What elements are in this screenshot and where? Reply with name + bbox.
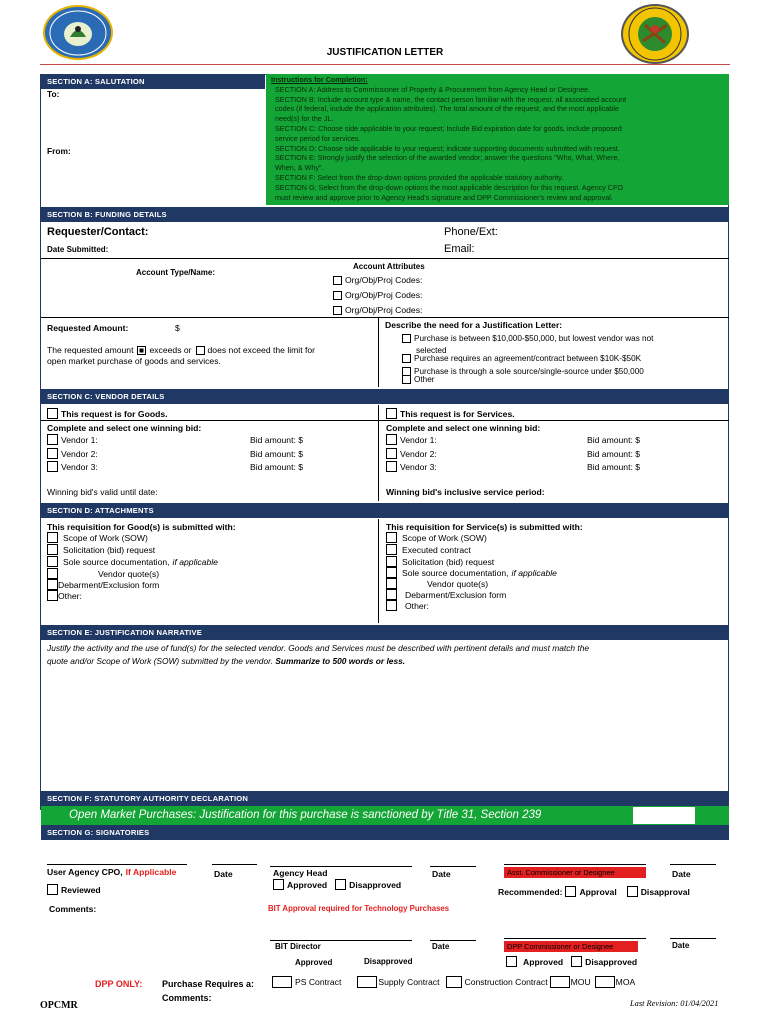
services-complete-label: Complete and select one winning bid: — [386, 423, 541, 433]
vendor-checkbox[interactable] — [386, 434, 397, 445]
attach-checkbox[interactable] — [47, 590, 58, 601]
date-submitted-label: Date Submitted: — [47, 245, 109, 254]
instruction-line: When, & Why". — [275, 163, 324, 173]
vendor-checkbox[interactable] — [386, 448, 397, 459]
need-checkbox[interactable] — [402, 375, 411, 384]
services-vendor-row[interactable]: Vendor 3: — [386, 461, 437, 472]
goods-option[interactable]: This request is for Goods. — [47, 408, 167, 419]
dpp-commissioner-label: DPP Commissioner or Designee — [504, 941, 638, 952]
goods-vendor-row[interactable]: Vendor 2: — [47, 448, 98, 459]
goods-valid-label: Winning bid's valid until date: — [47, 487, 158, 497]
signature-line — [212, 864, 257, 865]
approval-checkbox[interactable] — [565, 886, 576, 897]
limit-text: open market purchase of goods and services. — [47, 356, 221, 366]
bit-required-label: BIT Approval required for Technology Purchases — [268, 904, 450, 913]
section-d-header: SECTION D: ATTACHMENTS — [41, 503, 729, 518]
reviewed-checkbox[interactable] — [47, 884, 58, 895]
attach-checkbox[interactable] — [386, 567, 397, 578]
reviewed-option[interactable]: Reviewed — [47, 884, 101, 895]
vendor-checkbox[interactable] — [47, 461, 58, 472]
goods-vendor-row[interactable]: Vendor 3: — [47, 461, 98, 472]
dpp-only-label: DPP ONLY: — [95, 979, 143, 989]
cpo-date-label: Date — [214, 869, 233, 879]
bit-disapproved-label: Disapproved — [364, 957, 413, 966]
bid-amount-label: Bid amount: $ — [587, 449, 641, 459]
vendor-checkbox[interactable] — [47, 434, 58, 445]
need-option[interactable]: Other — [402, 375, 434, 384]
divider — [41, 317, 729, 318]
bit-date-label: Date — [432, 942, 450, 951]
goods-vendor-row[interactable]: Vendor 1: — [47, 434, 98, 445]
org-code-row[interactable]: Org/Obj/Proj Codes: — [333, 275, 422, 285]
services-attach-item[interactable]: Solicitation (bid) request — [386, 556, 494, 567]
exceeds-checkbox[interactable] — [137, 346, 146, 355]
page-title: JUSTIFICATION LETTER — [326, 47, 444, 58]
attach-checkbox[interactable] — [386, 556, 397, 567]
need-option[interactable]: Purchase requires an agreement/contract between $10K-$50K — [402, 354, 641, 363]
bid-amount-label: Bid amount: $ — [250, 462, 304, 472]
org-code-checkbox[interactable] — [333, 276, 342, 285]
to-label: To: — [47, 89, 60, 99]
vendor-checkbox[interactable] — [47, 448, 58, 459]
agency-head-date: Date — [432, 869, 451, 879]
form-code: OPCMR — [40, 1000, 78, 1011]
signature-line — [504, 938, 646, 939]
goods-attach-label: This requisition for Good(s) is submitted with: — [47, 522, 236, 532]
instruction-line: SECTION C: Choose side applicable to your request; Include Bid expiration date for goods, include proposed — [275, 123, 622, 133]
attach-checkbox[interactable] — [47, 568, 58, 579]
dollar-sign: $ — [175, 323, 180, 333]
services-option[interactable]: This request is for Services. — [386, 408, 515, 419]
org-code-row[interactable]: Org/Obj/Proj Codes: — [333, 290, 422, 300]
services-period-label: Winning bid's inclusive service period: — [386, 487, 545, 497]
services-vendor-row[interactable]: Vendor 1: — [386, 434, 437, 445]
account-attributes-label: Account Attributes — [353, 262, 425, 271]
org-code-row[interactable]: Org/Obj/Proj Codes: — [333, 305, 422, 315]
goods-attach-item[interactable]: Other: — [47, 590, 82, 601]
section-c-header: SECTION C: VENDOR DETAILS — [41, 389, 729, 404]
goods-complete-label: Complete and select one winning bid: — [47, 423, 202, 433]
need-option[interactable]: Purchase is through a sole source/single-source under $50,000 — [402, 367, 644, 376]
goods-attach-item[interactable]: Sole source documentation, if applicable — [47, 556, 218, 567]
construction-contract-checkbox[interactable] — [446, 976, 462, 988]
signature-line — [670, 938, 716, 939]
approved-checkbox[interactable] — [273, 879, 284, 890]
attach-checkbox[interactable] — [47, 544, 58, 555]
narrative-field[interactable] — [47, 670, 723, 790]
attach-checkbox[interactable] — [386, 532, 397, 543]
services-attach-item[interactable]: Other: — [386, 600, 429, 611]
vendor-checkbox[interactable] — [386, 461, 397, 472]
footer-comments-label: Comments: — [162, 993, 212, 1003]
instruction-line: SECTION E: Strongly justify the selection of the awarded vendor; answer the questions "Who, What, Where, — [275, 153, 620, 163]
signature-line — [504, 864, 646, 865]
bit-approved-label: Approved — [295, 958, 333, 967]
services-attach-item[interactable]: Debarment/Exclusion form — [386, 589, 506, 600]
attach-checkbox[interactable] — [386, 589, 397, 600]
title-underline — [40, 64, 730, 65]
services-attach-item[interactable]: Executed contract — [386, 544, 471, 555]
limit-row: The requested amount exceeds or does not exceed the limit for — [47, 345, 316, 355]
services-attach-item[interactable]: Vendor quote(s) — [386, 578, 488, 589]
bid-amount-label: Bid amount: $ — [250, 449, 304, 459]
instruction-line: SECTION D: Choose side applicable to your request; indicate supporting documents submitted with request. — [275, 143, 620, 153]
org-code-checkbox[interactable] — [333, 291, 342, 300]
bid-amount-label: Bid amount: $ — [587, 462, 641, 472]
goods-attach-item[interactable]: Scope of Work (SOW) — [47, 532, 148, 543]
disapproval-checkbox[interactable] — [627, 886, 638, 897]
need-checkbox[interactable] — [402, 354, 411, 363]
signature-line — [430, 940, 476, 941]
revision-date: Last Revision: 01/04/2021 — [630, 999, 719, 1008]
attach-checkbox[interactable] — [386, 544, 397, 555]
comments-label: Comments: — [49, 904, 97, 914]
not-exceed-checkbox[interactable] — [196, 346, 205, 355]
attach-checkbox[interactable] — [47, 532, 58, 543]
phone-label: Phone/Ext: — [444, 226, 498, 238]
account-type-label: Account Type/Name: — [136, 268, 215, 277]
instructions-box — [266, 74, 729, 205]
need-option-cont: selected — [416, 346, 447, 355]
asst-commissioner-label: Asst. Commissioner or Designee — [504, 867, 646, 878]
mou-checkbox[interactable] — [550, 976, 570, 988]
agency-head-label: Agency Head — [273, 868, 328, 878]
services-attach-label: This requisition for Service(s) is submitted with: — [386, 522, 583, 532]
ps-contract-checkbox[interactable] — [272, 976, 292, 988]
vertical-divider — [378, 317, 379, 387]
need-label: Describe the need for a Justification Letter: — [385, 320, 563, 330]
moa-checkbox[interactable] — [595, 976, 615, 988]
section-g-header: SECTION G: SIGNATORIES — [41, 825, 729, 840]
cpo-label: User Agency CPO, If Applicable — [47, 867, 177, 877]
asst-date-label: Date — [672, 869, 691, 879]
section-a-header: SECTION A: SALUTATION — [41, 74, 265, 89]
services-attach-item[interactable]: Scope of Work (SOW) — [386, 532, 487, 543]
instructions-title: Instructions for Completion: — [271, 75, 368, 84]
attach-checkbox[interactable] — [386, 578, 397, 589]
services-checkbox[interactable] — [386, 408, 397, 419]
supply-contract-checkbox[interactable] — [357, 976, 377, 988]
signature-line — [430, 866, 476, 867]
signature-line — [47, 864, 187, 865]
dropdown-arrow-box[interactable] — [633, 807, 695, 824]
need-option[interactable]: Purchase is between $10,000-$50,000, but lowest vendor was not — [402, 334, 653, 343]
instruction-line: need(s) for the JL. — [275, 114, 334, 124]
signature-line — [670, 864, 716, 865]
statutory-dropdown[interactable]: Open Market Purchases: Justification for this purchase is sanctioned by Title 31, Section 239 — [41, 806, 729, 825]
agency-approval-row: Approved Disapproved — [273, 879, 401, 890]
goods-attach-item[interactable]: Solicitation (bid) request — [47, 544, 155, 555]
email-label: Email: — [444, 243, 475, 255]
org-code-checkbox[interactable] — [333, 306, 342, 315]
signature-line — [270, 940, 412, 941]
signature-line — [270, 866, 412, 867]
instruction-line: SECTION G: Select from the drop-down options the most applicable description for this request. Agency CFO — [275, 182, 623, 192]
disapproved-checkbox[interactable] — [571, 956, 582, 967]
divider — [41, 258, 729, 259]
instruction-line: SECTION A: Address to Commissioner of Property & Procurement from Agency Head or Designee. — [275, 84, 591, 94]
vertical-divider — [378, 519, 379, 623]
recommended-row: Recommended: Approval Disapproval — [498, 886, 690, 897]
dpp-approval-row: Approved Disapproved — [506, 956, 637, 967]
disapproved-checkbox[interactable] — [335, 879, 346, 890]
attach-checkbox[interactable] — [47, 556, 58, 567]
from-label: From: — [47, 146, 71, 156]
section-e-header: SECTION E: JUSTIFICATION NARRATIVE — [41, 625, 729, 640]
dpp-date-label: Date — [672, 941, 690, 950]
section-f-header: SECTION F: STATUTORY AUTHORITY DECLARATION — [41, 791, 729, 806]
requested-amount-label: Requested Amount: — [47, 323, 129, 333]
instruction-line: SECTION B: Include account type & name, the contact person familiar with the request, all associated account — [275, 94, 627, 104]
goods-checkbox[interactable] — [47, 408, 58, 419]
bit-director-label: BIT Director — [275, 942, 321, 951]
attach-checkbox[interactable] — [47, 579, 58, 590]
need-checkbox[interactable] — [402, 334, 411, 343]
divider — [41, 420, 729, 421]
bid-amount-label: Bid amount: $ — [250, 435, 304, 445]
instruction-line: service period for services. — [275, 133, 361, 143]
section-b-header: SECTION B: FUNDING DETAILS — [41, 207, 729, 222]
bid-amount-label: Bid amount: $ — [587, 435, 641, 445]
contract-options: PS Contract Supply Contract Construction Contract MOU MOA — [272, 976, 635, 988]
instruction-line: SECTION F: Select from the drop-down options provided the applicable statutory authority. — [275, 172, 564, 182]
narrative-instructions: Justify the activity and the use of fund(s) for the selected vendor. Goods and Services must be described with pertinent details and must match the quote and/or Scope of Work (SOW) submitted by the vendor. Summarize to 500 words or less. — [47, 643, 590, 666]
instruction-line: codes (if federal, include the application attributes). The total amount of the request, and the most applicable — [275, 104, 619, 114]
services-attach-item[interactable]: Sole source documentation, if applicable — [386, 567, 557, 578]
instruction-line: must review and approve prior to Agency Head's signature and DPP Commissioner's review and approval. — [275, 192, 613, 202]
goods-attach-item[interactable]: Debarment/Exclusion form — [47, 579, 159, 590]
requester-label: Requester/Contact: — [47, 226, 149, 238]
approved-checkbox[interactable] — [506, 956, 517, 967]
services-vendor-row[interactable]: Vendor 2: — [386, 448, 437, 459]
goods-attach-item[interactable]: Vendor quote(s) — [47, 568, 159, 579]
purchase-requires-label: Purchase Requires a: — [162, 979, 255, 989]
attach-checkbox[interactable] — [386, 600, 397, 611]
